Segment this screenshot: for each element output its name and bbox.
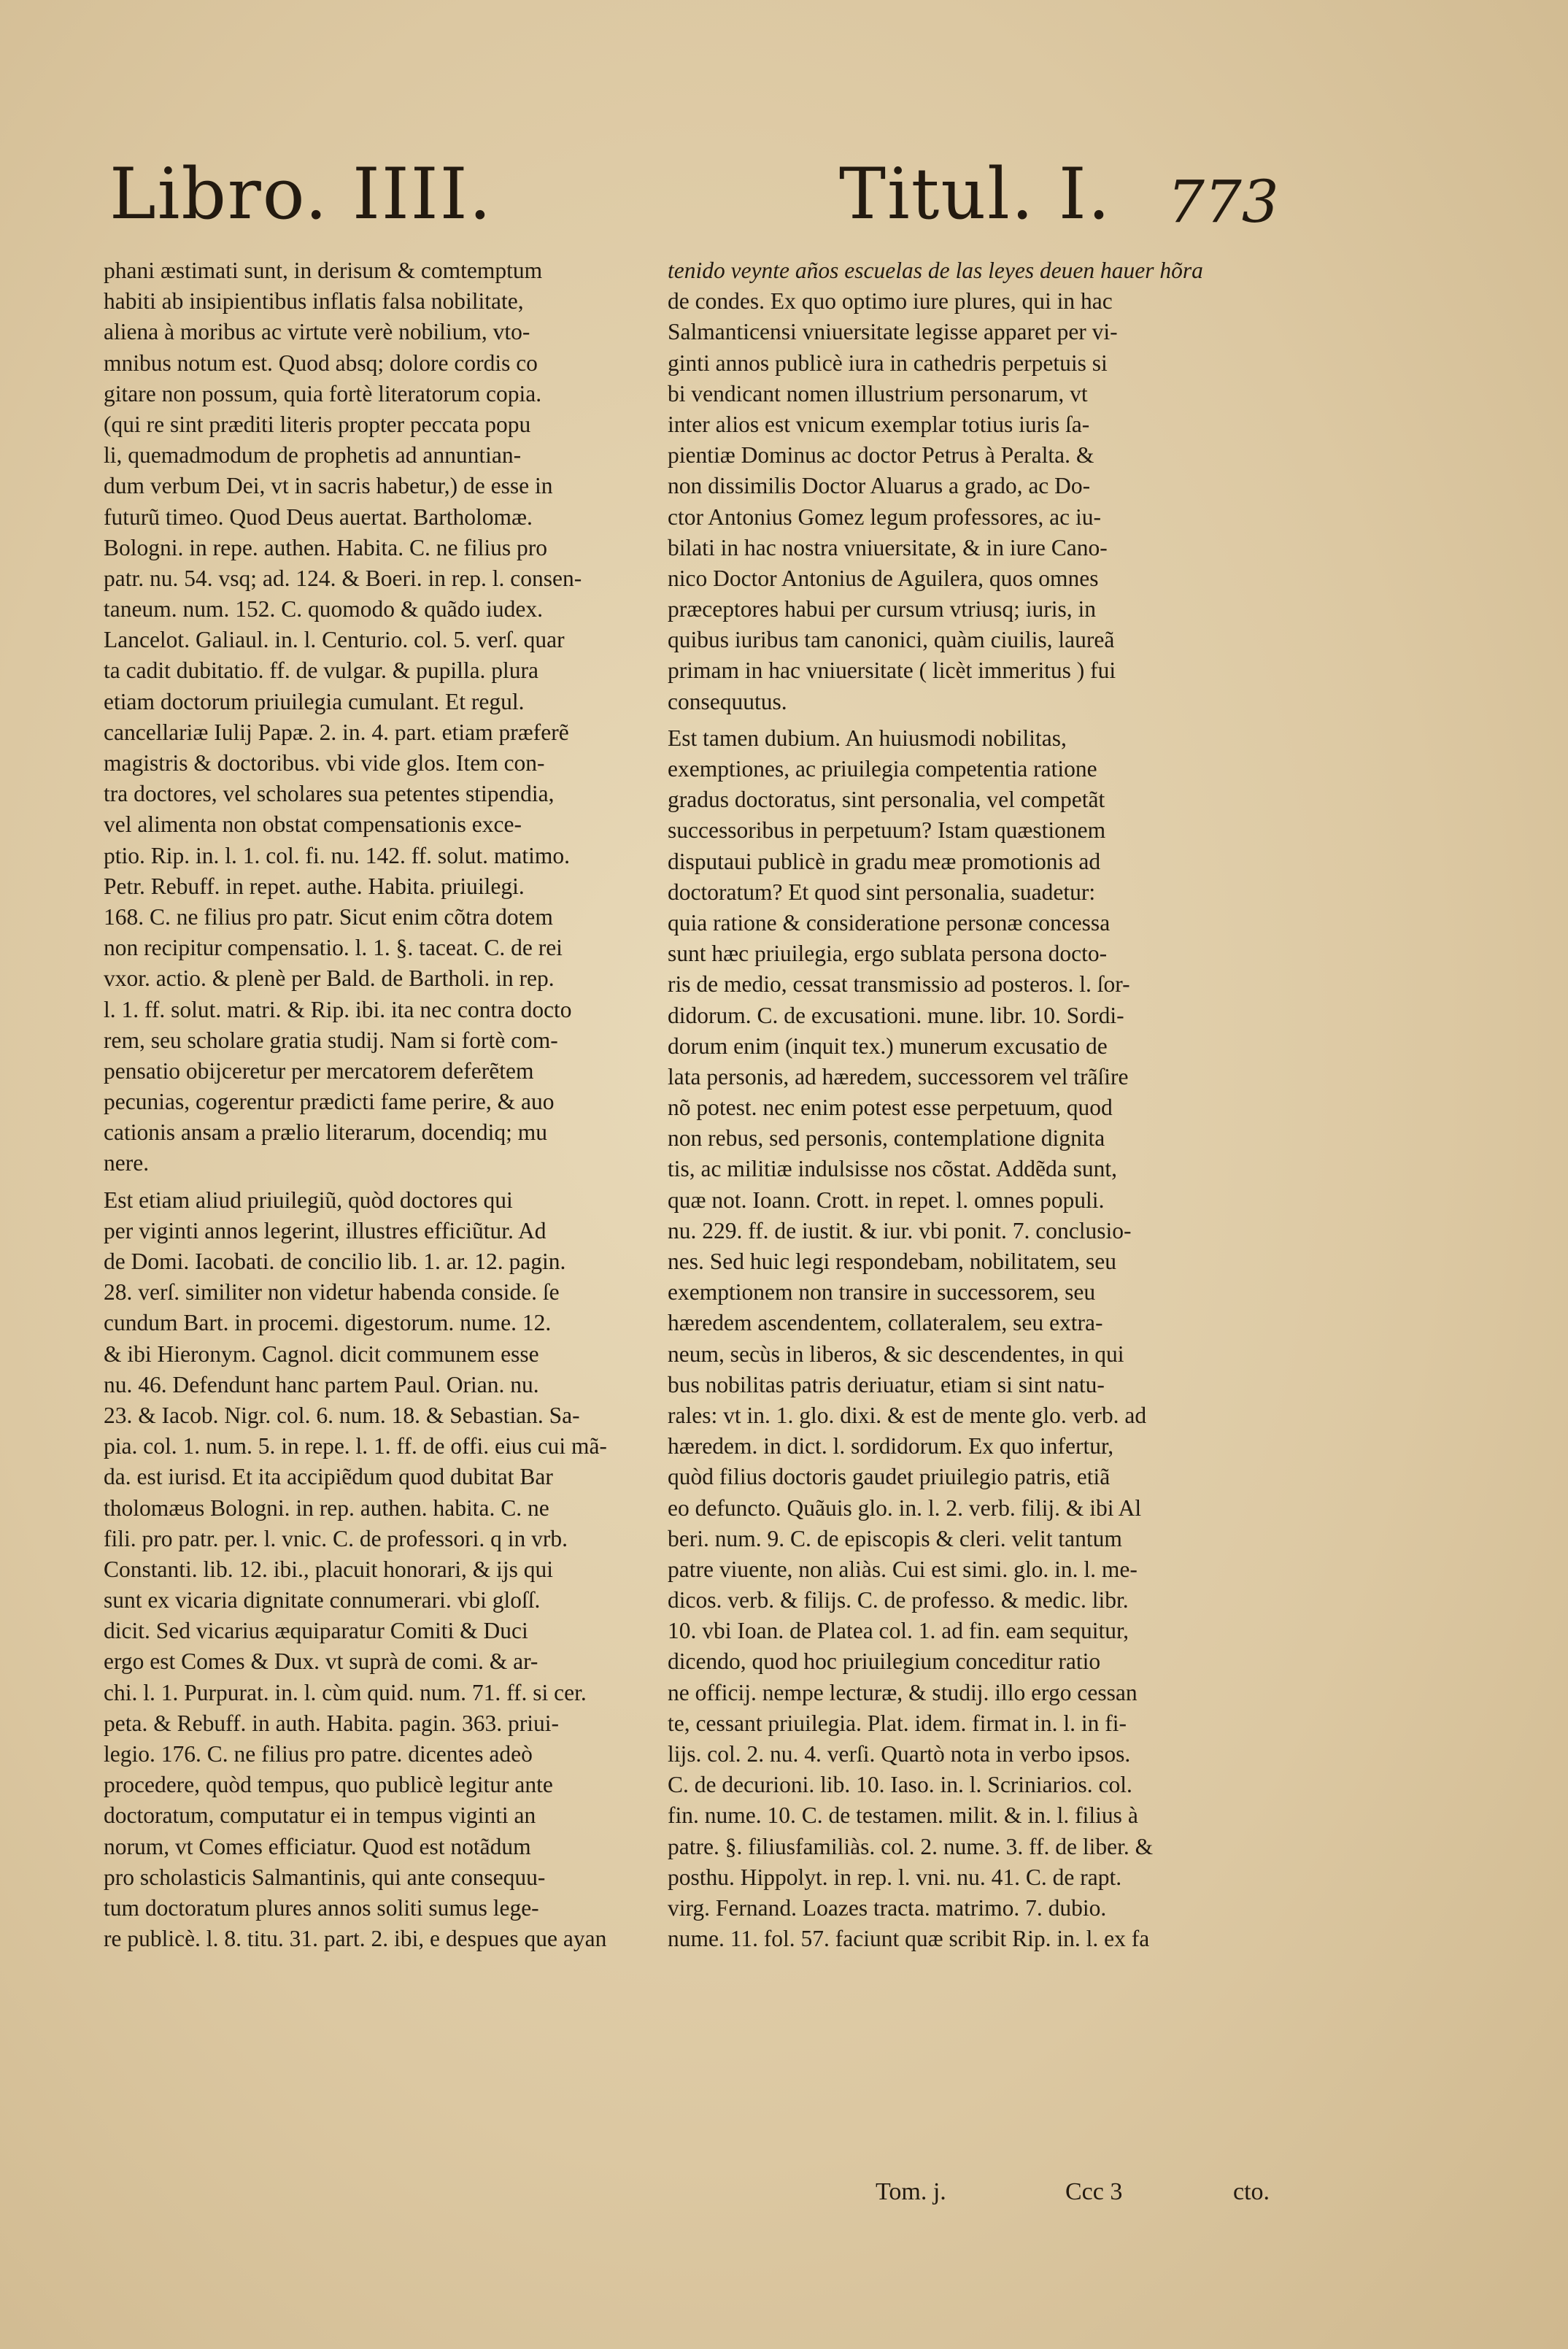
text-line: patre viuente, non aliàs. Cui est simi. glo. in. l. me- — [668, 1556, 1138, 1582]
text-line: pientiæ Dominus ac doctor Petrus à Peralta. & — [668, 442, 1094, 468]
text-line: posthu. Hippolyt. in rep. l. vni. nu. 41. C. de rapt. — [668, 1864, 1122, 1890]
text-line: ergo est Comes & Dux. vt suprà de comi. & ar- — [104, 1648, 538, 1675]
text-line: dicendo, quod hoc priuilegium conceditur ratio — [668, 1648, 1101, 1675]
text-line: dorum enim (inquit tex.) munerum excusatio de — [668, 1033, 1108, 1059]
text-line: fin. nume. 10. C. de testamen. milit. & in. l. filius à — [668, 1802, 1138, 1829]
text-line: neum, secùs in liberos, & sic descendentes, in qui — [668, 1341, 1124, 1367]
text-line: tholomæus Bologni. in rep. authen. habita. C. ne — [104, 1494, 549, 1521]
text-line: peta. & Rebuff. in auth. Habita. pagin. 363. priui- — [104, 1710, 560, 1736]
text-line: didorum. C. de excusationi. mune. libr. 10. Sordi- — [668, 1002, 1124, 1028]
text-line: legio. 176. C. ne filius pro patre. dicentes adeò — [104, 1741, 533, 1767]
text-line: disputaui publicè in gradu meæ promotionis ad — [668, 848, 1101, 874]
text-line: inter alios est vnicum exemplar totius iuris ſa- — [668, 411, 1090, 437]
text-line: bi vendicant nomen illustrium personarum, vt — [668, 380, 1088, 406]
text-line: sunt hæc priuilegia, ergo sublata persona docto- — [668, 941, 1108, 967]
text-line: 28. verſ. similiter non videtur habenda conside. ſe — [104, 1279, 560, 1305]
text-line: nõ potest. nec enim potest esse perpetuum, quod — [668, 1095, 1113, 1121]
text-line: re publicè. l. 8. titu. 31. part. 2. ibi, e despues que ayan — [104, 1926, 607, 1952]
text-line: Lancelot. Galiaul. in. l. Centurio. col. 5. verſ. quar — [104, 627, 565, 653]
text-line: aliena à moribus ac virtute verè nobilium, vto- — [104, 319, 530, 345]
running-head-left: Libro. IIII. — [109, 153, 493, 235]
text-line: vxor. actio. & plenè per Bald. de Bartholi. in rep. — [104, 965, 555, 992]
text-line: (qui re sint præditi literis propter peccata popu — [104, 411, 531, 437]
page-footer — [876, 2178, 1299, 2215]
text-line: ctor Antonius Gomez legum professores, ac iu- — [668, 504, 1101, 530]
text-line: nume. 11. fol. 57. faciunt quæ scribit Rip. in. l. ex fa — [668, 1926, 1150, 1952]
text-line: Est etiam aliud priuilegiũ, quòd doctores qui — [104, 1187, 513, 1213]
text-line: cancellariæ Iulij Papæ. 2. in. 4. part. etiam præferẽ — [104, 719, 569, 745]
text-line: futurũ timeo. Quod Deus auertat. Bartholomæ. — [104, 504, 533, 530]
text-line: 168. C. ne filius pro patr. Sicut enim cõtra dotem — [104, 903, 553, 930]
text-line: tenido veynte años escuelas de las leyes deuen hauer hõra — [668, 258, 1203, 283]
text-line: tra doctores, vel scholares sua petentes stipendia, — [104, 781, 555, 807]
text-line: dicos. verb. & filijs. C. de professo. & medic. libr. — [668, 1587, 1129, 1613]
text-line: vel alimenta non obstat compensationis exce- — [104, 811, 522, 838]
text-line: nu. 229. ff. de iustit. & iur. vbi ponit. 7. conclusio- — [668, 1217, 1132, 1243]
text-line: magistris & doctoribus. vbi vide glos. Item con- — [104, 750, 545, 776]
text-line: hæredem. in dict. l. sordidorum. Ex quo infertur, — [668, 1433, 1114, 1459]
text-line: exemptiones, ac priuilegia competentia ratione — [668, 756, 1097, 782]
text-line: quia ratione & consideratione personæ concessa — [668, 909, 1111, 936]
text-line: procedere, quòd tempus, quo publicè legitur ante — [104, 1772, 553, 1798]
text-line: quibus iuribus tam canonici, quàm ciuilis, laureã — [668, 627, 1115, 653]
text-line: Bologni. in repe. authen. Habita. C. ne filius pro — [104, 534, 548, 560]
text-line: non rebus, sed personis, contemplatione dignita — [668, 1125, 1105, 1152]
text-line: nes. Sed huic legi respondebam, nobilitatem, seu — [668, 1249, 1116, 1274]
text-line: rales: vt in. 1. glo. dixi. & est de mente glo. verb. ad — [668, 1402, 1147, 1428]
text-line: non recipitur compensatio. l. 1. §. taceat. C. de rei — [104, 935, 563, 961]
tome-mark: Tom. j. — [876, 2178, 946, 2205]
text-line: chi. l. 1. Purpurat. in. l. cùm quid. num. 71. ff. si cer. — [104, 1679, 587, 1705]
text-line: 10. vbi Ioan. de Platea col. 1. ad fin. eam sequitur, — [668, 1618, 1129, 1644]
text-line: successoribus in perpetuum? Istam quæstionem — [668, 817, 1106, 844]
text-line: nu. 46. Defendunt hanc partem Paul. Orian. nu. — [104, 1371, 539, 1397]
text-line: nico Doctor Antonius de Aguilera, quos omnes — [668, 565, 1099, 591]
text-line: cationis ansam a prælio literarum, docendiq; mu — [104, 1119, 547, 1146]
text-line: Est tamen dubium. An huiusmodi nobilitas, — [668, 725, 1067, 751]
text-line: phani æstimati sunt, in derisum & comtemptum — [104, 258, 543, 283]
text-line: pensatio obijceretur per mercatorem deferẽtem — [104, 1057, 534, 1084]
text-line: etiam doctorum priuilegia cumulant. Et regul. — [104, 688, 525, 714]
left-text-column — [104, 255, 658, 1954]
paragraph-gap — [668, 717, 1222, 723]
paragraph-gap — [104, 1179, 658, 1185]
text-line: da. est iurisd. Et ita accipiẽdum quod dubitat Bar — [104, 1464, 553, 1490]
text-line: habiti ab insipientibus inflatis falsa nobilitate, — [104, 288, 524, 315]
running-head-right: Titul. I. — [839, 153, 1112, 235]
text-line: lata personis, ad hæredem, successorem vel trãſire — [668, 1063, 1129, 1089]
catchword: cto. — [1233, 2178, 1270, 2205]
running-head — [109, 153, 1291, 241]
text-line: præceptores habui per cursum vtriusq; iuris, in — [668, 596, 1097, 622]
text-line: per viginti annos legerint, illustres efficiũtur. Ad — [104, 1217, 547, 1243]
text-line: norum, vt Comes efficiatur. Quod est notãdum — [104, 1833, 531, 1859]
text-line: exemptionem non transire in successorem, seu — [668, 1279, 1096, 1305]
folio-number: 773 — [1167, 168, 1279, 236]
text-line: ris de medio, cessat transmissio ad posteros. l. ſor- — [668, 971, 1130, 998]
text-line: eo defuncto. Quãuis glo. in. l. 2. verb. filij. & ibi Al — [668, 1494, 1142, 1521]
text-line: primam in hac vniuersitate ( licèt immeritus ) fui — [668, 657, 1116, 684]
text-line: li, quemadmodum de prophetis ad annuntian- — [104, 442, 522, 468]
signature-mark: Ccc 3 — [1065, 2178, 1123, 2205]
text-line: & ibi Hieronym. Cagnol. dicit communem esse — [104, 1341, 539, 1367]
text-line: pia. col. 1. num. 5. in repe. l. 1. ff. de offi. eius cui mã- — [104, 1433, 607, 1459]
text-line: fili. pro patr. per. l. vnic. C. de professori. q in vrb. — [104, 1525, 568, 1551]
text-line: sunt ex vicaria dignitate connumerari. vbi gloſſ. — [104, 1587, 541, 1613]
text-line: bus nobilitas patris deriuatur, etiam si sint natu- — [668, 1371, 1105, 1397]
text-line: ta cadit dubitatio. ff. de vulgar. & pupilla. plura — [104, 657, 539, 684]
text-line: 23. & Iacob. Nigr. col. 6. num. 18. & Sebastian. Sa- — [104, 1402, 580, 1428]
text-line: consequutus. — [668, 688, 787, 714]
text-line: de condes. Ex quo optimo iure plures, qui in hac — [668, 288, 1113, 315]
text-line: dicit. Sed vicarius æquiparatur Comiti & Duci — [104, 1618, 528, 1644]
text-line: C. de decurioni. lib. 10. Iaso. in. l. Scriniarios. col. — [668, 1772, 1132, 1798]
text-line: quæ not. Ioann. Crott. in repet. l. omnes populi. — [668, 1187, 1105, 1213]
text-line: pro scholasticis Salmantinis, qui ante consequu- — [104, 1864, 546, 1890]
text-line: l. 1. ff. solut. matri. & Rip. ibi. ita nec contra docto — [104, 996, 572, 1022]
text-line: beri. num. 9. C. de episcopis & cleri. velit tantum — [668, 1525, 1122, 1551]
text-line: doctoratum? Et quod sint personalia, suadetur: — [668, 879, 1096, 905]
text-line: tis, ac militiæ indulsisse nos cõstat. Addẽda sunt, — [668, 1156, 1117, 1182]
text-line: Petr. Rebuff. in repet. authe. Habita. priuilegi. — [104, 873, 525, 899]
text-line: mnibus notum est. Quod absq; dolore cordis co — [104, 350, 538, 376]
text-line: ptio. Rip. in. l. 1. col. fi. nu. 142. ff. solut. matimo. — [104, 842, 571, 868]
text-line: Salmanticensi vniuersitate legisse apparet per vi- — [668, 319, 1118, 345]
text-line: virg. Fernand. Loazes tracta. matrimo. 7. dubio. — [668, 1894, 1107, 1921]
text-line: te, cessant priuilegia. Plat. idem. firmat in. l. in fi- — [668, 1710, 1127, 1736]
text-line: taneum. num. 152. C. quomodo & quãdo iudex. — [104, 596, 543, 622]
text-line: dum verbum Dei, vt in sacris habetur,) de esse in — [104, 473, 553, 499]
text-line: tum doctoratum plures annos soliti sumus lege- — [104, 1894, 539, 1921]
text-line: cundum Bart. in procemi. digestorum. nume. 12. — [104, 1310, 552, 1336]
text-line: ne officij. nempe lecturæ, & studij. illo ergo cessan — [668, 1679, 1138, 1705]
text-line: patre. §. filiusfamiliàs. col. 2. nume. 3. ff. de liber. & — [668, 1833, 1154, 1859]
text-line: non dissimilis Doctor Aluarus a grado, ac Do- — [668, 473, 1091, 499]
right-text-column — [668, 255, 1222, 1954]
text-line: gitare non possum, quia fortè literatorum copia. — [104, 380, 542, 406]
text-line: rem, seu scholare gratia studij. Nam si fortè com- — [104, 1027, 558, 1053]
text-line: gradus doctoratus, sint personalia, vel competãt — [668, 787, 1105, 813]
text-line: lijs. col. 2. nu. 4. verſi. Quartò nota in verbo ipsos. — [668, 1741, 1131, 1767]
text-line: de Domi. Iacobati. de concilio lib. 1. ar. 12. pagin. — [104, 1249, 566, 1274]
text-line: hæredem ascendentem, collateralem, seu extra- — [668, 1310, 1103, 1336]
text-line: nere. — [104, 1150, 150, 1176]
text-line: ginti annos publicè iura in cathedris perpetuis si — [668, 350, 1108, 376]
text-line: bilati in hac nostra vniuersitate, & in iure Cano- — [668, 534, 1108, 560]
text-line: doctoratum, computatur ei in tempus viginti an — [104, 1802, 536, 1829]
text-line: Constanti. lib. 12. ibi., placuit honorari, & ijs qui — [104, 1556, 553, 1582]
text-line: quòd filius doctoris gaudet priuilegio patris, etiã — [668, 1464, 1111, 1490]
text-line: pecunias, cogerentur prædicti fame perire, & auo — [104, 1089, 555, 1115]
text-line: patr. nu. 54. vsq; ad. 124. & Boeri. in rep. l. consen- — [104, 565, 582, 591]
